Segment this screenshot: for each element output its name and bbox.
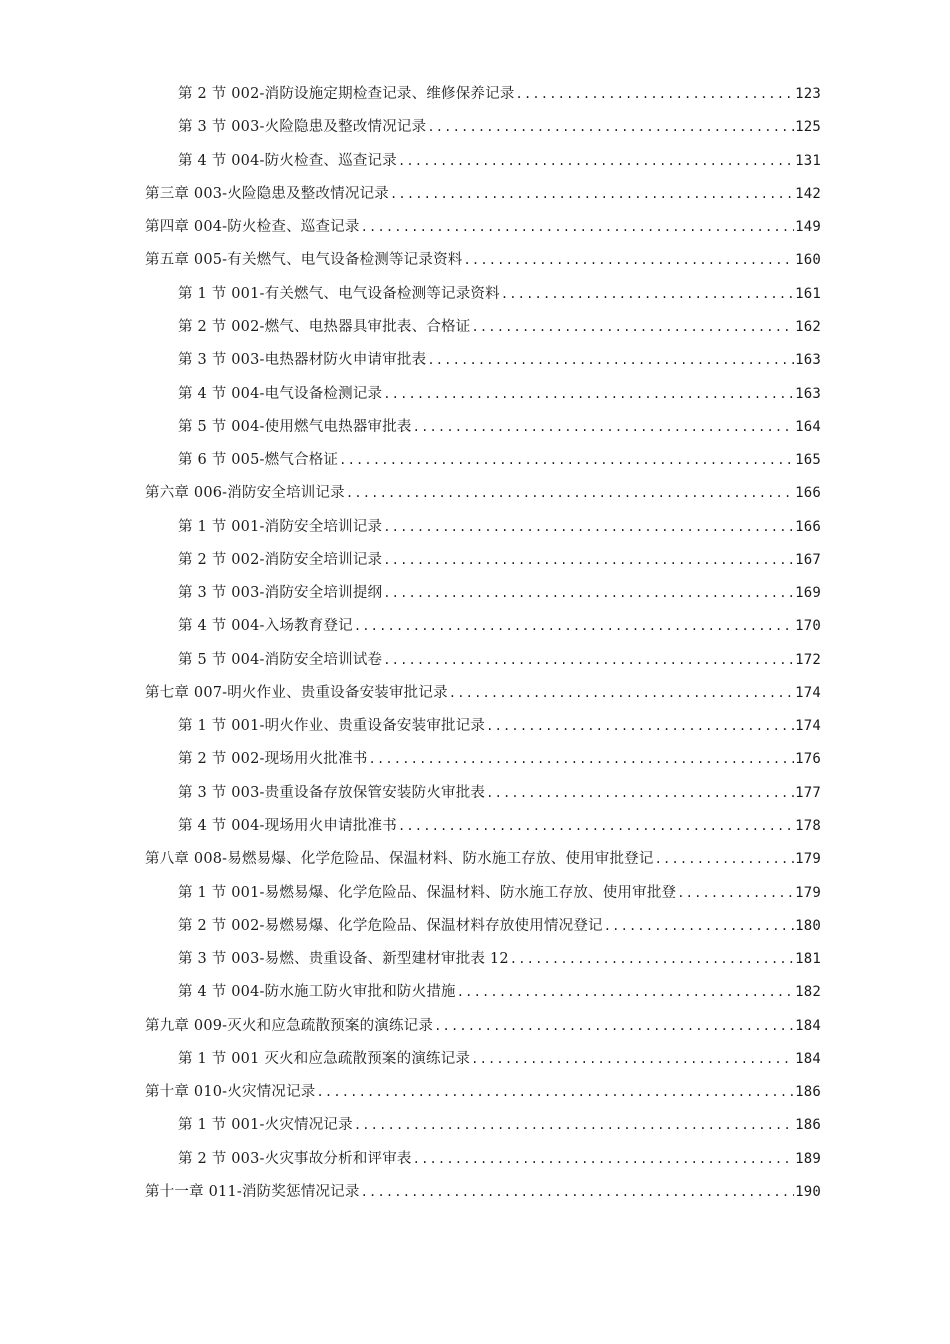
toc-entry-line xyxy=(178,781,821,802)
dot-leader xyxy=(354,1118,794,1132)
toc-entry-title: 第 2 节 003-火灾事故分析和评审表 xyxy=(178,1150,412,1167)
toc-entry-line xyxy=(178,648,821,669)
toc-entry-title: 第 3 节 003-贵重设备存放保管安装防火审批表 xyxy=(178,784,486,801)
toc-entry-title: 第 4 节 004-防水施工防火审批和防火措施 xyxy=(178,984,456,1001)
dot-leader xyxy=(398,819,794,833)
toc-entry-page-number: 184 xyxy=(795,1050,821,1067)
dot-leader xyxy=(413,1152,794,1166)
toc-entry-line xyxy=(178,714,821,735)
toc-entry-chapter[interactable] xyxy=(0,209,950,242)
dot-leader xyxy=(677,886,794,900)
dot-leader xyxy=(449,686,794,700)
toc-entry-section[interactable] xyxy=(0,76,950,109)
table-of-contents xyxy=(0,76,950,1207)
dot-leader xyxy=(383,520,794,534)
toc-entry-title: 第 1 节 001-消防安全培训记录 xyxy=(178,518,383,535)
toc-entry-section[interactable] xyxy=(0,409,950,442)
toc-entry-page-number: 184 xyxy=(795,1017,821,1034)
toc-entry-page-number: 179 xyxy=(795,884,821,901)
toc-entry-page-number: 166 xyxy=(795,485,821,502)
toc-entry-chapter[interactable] xyxy=(0,1174,950,1207)
toc-entry-line xyxy=(178,747,821,768)
dot-leader xyxy=(354,619,794,633)
toc-entry-section[interactable] xyxy=(0,1107,950,1140)
toc-entry-title: 第 4 节 004-现场用火申请批准书 xyxy=(178,817,397,834)
toc-entry-title: 第 3 节 003-火险隐患及整改情况记录 xyxy=(178,119,427,136)
dot-leader xyxy=(471,320,794,334)
toc-entry-section[interactable] xyxy=(0,109,950,142)
toc-entry-chapter[interactable] xyxy=(0,1007,950,1040)
toc-entry-line xyxy=(145,681,821,702)
dot-leader xyxy=(383,387,794,401)
dot-leader xyxy=(361,1185,795,1199)
toc-entry-line xyxy=(178,1047,821,1068)
toc-entry-page-number: 149 xyxy=(795,219,821,236)
toc-entry-title: 第六章 006-消防安全培训记录 xyxy=(145,485,345,502)
toc-entry-section[interactable] xyxy=(0,276,950,309)
toc-entry-page-number: 189 xyxy=(795,1150,821,1167)
toc-entry-line xyxy=(178,914,821,935)
toc-entry-line xyxy=(178,614,821,635)
toc-entry-page-number: 180 xyxy=(795,917,821,934)
toc-entry-page-number: 174 xyxy=(795,684,821,701)
toc-entry-section[interactable] xyxy=(0,808,950,841)
toc-entry-title: 第 1 节 001 灭火和应急疏散预案的演练记录 xyxy=(178,1050,471,1067)
toc-entry-line xyxy=(145,182,821,203)
toc-entry-title: 第十一章 011-消防奖惩情况记录 xyxy=(145,1183,360,1200)
dot-leader xyxy=(604,919,794,933)
dot-leader xyxy=(398,154,794,168)
toc-entry-title: 第 2 节 002-消防安全培训记录 xyxy=(178,551,383,568)
toc-entry-title: 第 1 节 001-有关燃气、电气设备检测等记录资料 xyxy=(178,285,500,302)
toc-entry-page-number: 162 xyxy=(795,318,821,335)
toc-entry-section[interactable] xyxy=(0,442,950,475)
dot-leader xyxy=(390,187,794,201)
toc-entry-page-number: 179 xyxy=(795,851,821,868)
toc-entry-page-number: 166 xyxy=(795,518,821,535)
toc-entry-page-number: 165 xyxy=(795,452,821,469)
dot-leader xyxy=(427,353,794,367)
toc-entry-section[interactable] xyxy=(0,941,950,974)
toc-entry-line xyxy=(178,315,821,336)
toc-entry-title: 第 2 节 002-燃气、电热器具审批表、合格证 xyxy=(178,318,471,335)
toc-entry-line xyxy=(145,1180,821,1201)
toc-entry-page-number: 164 xyxy=(795,418,821,435)
toc-entry-title: 第 5 节 004-消防安全培训试卷 xyxy=(178,651,383,668)
toc-entry-line xyxy=(178,149,821,170)
toc-entry-title: 第 4 节 004-防火检查、巡查记录 xyxy=(178,152,397,169)
toc-entry-title: 第 2 节 002-现场用火批准书 xyxy=(178,751,368,768)
toc-entry-page-number: 161 xyxy=(795,285,821,302)
toc-entry-line xyxy=(145,248,821,269)
toc-entry-line xyxy=(145,1014,821,1035)
toc-entry-title: 第 3 节 003-易燃、贵重设备、新型建材审批表 12 xyxy=(178,951,509,968)
toc-entry-line xyxy=(178,382,821,403)
dot-leader xyxy=(486,786,794,800)
toc-entry-section[interactable] xyxy=(0,608,950,641)
toc-entry-page-number: 169 xyxy=(795,585,821,602)
dot-leader xyxy=(316,1085,794,1099)
toc-entry-section[interactable] xyxy=(0,309,950,342)
toc-entry-page-number: 186 xyxy=(795,1084,821,1101)
dot-leader xyxy=(471,1052,794,1066)
dot-leader xyxy=(457,985,794,999)
toc-entry-section[interactable] xyxy=(0,1141,950,1174)
toc-entry-title: 第四章 004-防火检查、巡查记录 xyxy=(145,219,360,236)
toc-entry-page-number: 160 xyxy=(795,252,821,269)
toc-entry-line xyxy=(178,515,821,536)
toc-entry-page-number: 181 xyxy=(795,951,821,968)
toc-entry-section[interactable] xyxy=(0,342,950,375)
toc-entry-page-number: 172 xyxy=(795,651,821,668)
toc-entry-section[interactable] xyxy=(0,775,950,808)
toc-entry-line xyxy=(178,415,821,436)
toc-entry-line xyxy=(178,814,821,835)
toc-entry-section[interactable] xyxy=(0,575,950,608)
toc-entry-line xyxy=(178,947,821,968)
toc-entry-page-number: 190 xyxy=(795,1183,821,1200)
toc-entry-title: 第 2 节 002-易燃易爆、化学危险品、保温材料存放使用情况登记 xyxy=(178,917,603,934)
toc-entry-line xyxy=(178,548,821,569)
toc-entry-title: 第 6 节 005-燃气合格证 xyxy=(178,452,339,469)
dot-leader xyxy=(655,852,795,866)
toc-entry-section[interactable] xyxy=(0,542,950,575)
toc-entry-line xyxy=(145,481,821,502)
toc-entry-title: 第五章 005-有关燃气、电气设备检测等记录资料 xyxy=(145,252,463,269)
toc-entry-line xyxy=(178,1113,821,1134)
toc-entry-title: 第三章 003-火险隐患及整改情况记录 xyxy=(145,185,389,202)
dot-leader xyxy=(427,120,794,134)
dot-leader xyxy=(486,719,794,733)
toc-entry-line xyxy=(145,1080,821,1101)
toc-entry-chapter[interactable] xyxy=(0,675,950,708)
toc-entry-page-number: 186 xyxy=(795,1117,821,1134)
dot-leader xyxy=(501,287,794,301)
toc-entry-section[interactable] xyxy=(0,1041,950,1074)
toc-entry-line xyxy=(145,215,821,236)
toc-entry-page-number: 174 xyxy=(795,718,821,735)
toc-entry-title: 第 4 节 004-电气设备检测记录 xyxy=(178,385,383,402)
toc-entry-page-number: 178 xyxy=(795,817,821,834)
toc-entry-title: 第 2 节 002-消防设施定期检查记录、维修保养记录 xyxy=(178,86,515,103)
toc-entry-page-number: 123 xyxy=(795,86,821,103)
toc-entry-section[interactable] xyxy=(0,874,950,907)
toc-entry-page-number: 167 xyxy=(795,551,821,568)
toc-entry-title: 第八章 008-易燃易爆、化学危险品、保温材料、防水施工存放、使用审批登记 xyxy=(145,851,654,868)
toc-entry-page-number: 125 xyxy=(795,119,821,136)
toc-entry-line xyxy=(178,348,821,369)
dot-leader xyxy=(361,220,795,234)
toc-entry-chapter[interactable] xyxy=(0,176,950,209)
dot-leader xyxy=(383,586,794,600)
toc-entry-title: 第 5 节 004-使用燃气电热器审批表 xyxy=(178,418,412,435)
toc-entry-title: 第 4 节 004-入场教育登记 xyxy=(178,618,353,635)
dot-leader xyxy=(339,453,794,467)
toc-entry-title: 第 3 节 003-电热器材防火申请审批表 xyxy=(178,352,427,369)
toc-entry-title: 第 1 节 001-易燃易爆、化学危险品、保温材料、防水施工存放、使用审批登 xyxy=(178,884,677,901)
dot-leader xyxy=(434,1019,794,1033)
dot-leader xyxy=(510,952,794,966)
toc-entry-title: 第 1 节 001-火灾情况记录 xyxy=(178,1117,353,1134)
toc-entry-line xyxy=(178,115,821,136)
toc-entry-section[interactable] xyxy=(0,508,950,541)
toc-entry-line xyxy=(178,1147,821,1168)
toc-entry-title: 第 3 节 003-消防安全培训提纲 xyxy=(178,585,383,602)
toc-entry-page-number: 131 xyxy=(795,152,821,169)
dot-leader xyxy=(383,553,794,567)
toc-entry-page-number: 163 xyxy=(795,385,821,402)
dot-leader xyxy=(463,253,794,267)
toc-entry-section[interactable] xyxy=(0,143,950,176)
toc-entry-line xyxy=(178,980,821,1001)
dot-leader xyxy=(369,752,795,766)
toc-entry-section[interactable] xyxy=(0,708,950,741)
toc-entry-section[interactable] xyxy=(0,974,950,1007)
toc-entry-page-number: 170 xyxy=(795,618,821,635)
toc-entry-title: 第七章 007-明火作业、贵重设备安装审批记录 xyxy=(145,684,448,701)
toc-entry-chapter[interactable] xyxy=(0,841,950,874)
toc-entry-page-number: 182 xyxy=(795,984,821,1001)
toc-entry-chapter[interactable] xyxy=(0,475,950,508)
toc-entry-section[interactable] xyxy=(0,375,950,408)
toc-entry-section[interactable] xyxy=(0,741,950,774)
toc-entry-line xyxy=(178,82,821,103)
dot-leader xyxy=(346,486,794,500)
toc-entry-chapter[interactable] xyxy=(0,242,950,275)
toc-entry-page-number: 177 xyxy=(795,784,821,801)
toc-entry-line xyxy=(178,448,821,469)
toc-entry-section[interactable] xyxy=(0,908,950,941)
toc-entry-title: 第九章 009-灭火和应急疏散预案的演练记录 xyxy=(145,1017,434,1034)
toc-entry-line xyxy=(178,282,821,303)
toc-entry-page-number: 176 xyxy=(795,751,821,768)
dot-leader xyxy=(516,87,795,101)
toc-entry-page-number: 142 xyxy=(795,185,821,202)
toc-entry-title: 第 1 节 001-明火作业、贵重设备安装审批记录 xyxy=(178,718,486,735)
toc-entry-chapter[interactable] xyxy=(0,1074,950,1107)
dot-leader xyxy=(383,653,794,667)
toc-entry-title: 第十章 010-火灾情况记录 xyxy=(145,1084,316,1101)
toc-entry-section[interactable] xyxy=(0,642,950,675)
toc-entry-line xyxy=(178,581,821,602)
toc-entry-line xyxy=(145,847,821,868)
toc-entry-page-number: 163 xyxy=(795,352,821,369)
dot-leader xyxy=(413,420,794,434)
toc-entry-line xyxy=(178,881,821,902)
